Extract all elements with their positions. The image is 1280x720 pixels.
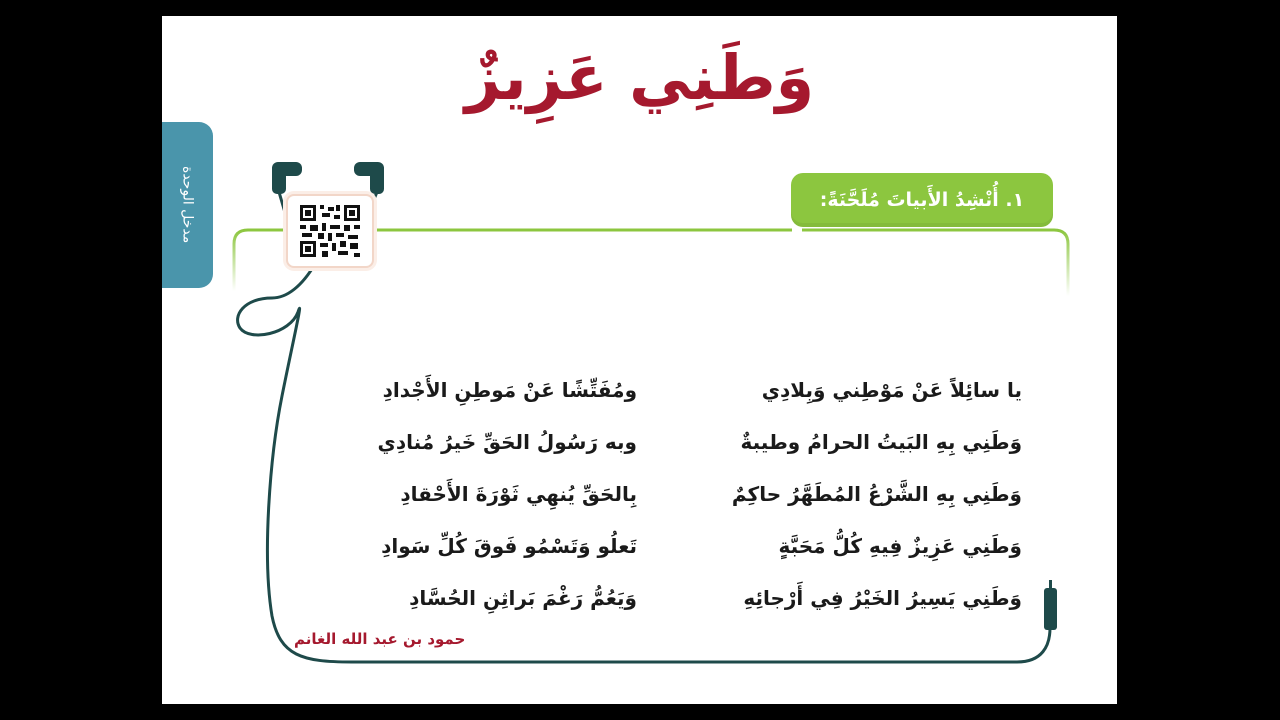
verse-second-half: ومُفَتِّشًا عَنْ مَوطِنِ الأَجْدادِ (382, 378, 637, 402)
verse-first-half: وَطَنِي يَسِيرُ الخَيْرُ فِي أَرْجائِهِ (743, 586, 1022, 610)
instruction-text: ١. أُنْشِدُ الأَبياتَ مُلَحَّنَةً: (819, 189, 1025, 211)
poem (292, 364, 1022, 624)
verse-second-half: بِالحَقِّ يُنهِي ثَوْرَةَ الأَحْقادِ (400, 482, 637, 506)
verse-second-half: تَعلُو وَتَسْمُو فَوقَ كُلِّ سَوادِ (381, 534, 637, 558)
verse-first-half: يا سائِلاً عَنْ مَوْطِني وَبِلادِي (761, 378, 1022, 402)
poem-line (292, 364, 1022, 416)
poem-line (292, 468, 1022, 520)
earbud-right-icon (354, 162, 384, 194)
qr-code-button[interactable] (286, 194, 374, 268)
verse-first-half: وَطَنِي بِهِ البَيتُ الحرامُ وطيبةٌ (740, 430, 1022, 454)
unit-intro-tab[interactable] (162, 122, 213, 288)
poet-name: حمود بن عبد الله الغانم (294, 630, 466, 648)
poem-line (292, 520, 1022, 572)
audio-jack-icon (1044, 580, 1057, 630)
unit-intro-label: مدخل الوحدة (179, 166, 196, 244)
poem-line (292, 416, 1022, 468)
verse-second-half: وَيَعُمُّ رَغْمَ بَراثِنِ الحُسَّادِ (409, 586, 637, 610)
verse-first-half: وَطَنِي بِهِ الشَّرْعُ المُطَهَّرُ حاكِمٌ (731, 482, 1022, 506)
instruction-banner (791, 173, 1053, 227)
page-title: وَطَنِي عَزِيزٌ (464, 41, 815, 114)
verse-second-half: وبه رَسُولُ الحَقِّ خَيرُ مُنادِي (377, 430, 637, 454)
qr-code-icon (298, 203, 362, 259)
verse-first-half: وَطَنِي عَزِيزٌ فِيهِ كُلُّ مَحَبَّةٍ (778, 534, 1022, 558)
textbook-page (162, 16, 1117, 704)
earbud-left-icon (272, 162, 302, 194)
poem-line (292, 572, 1022, 624)
